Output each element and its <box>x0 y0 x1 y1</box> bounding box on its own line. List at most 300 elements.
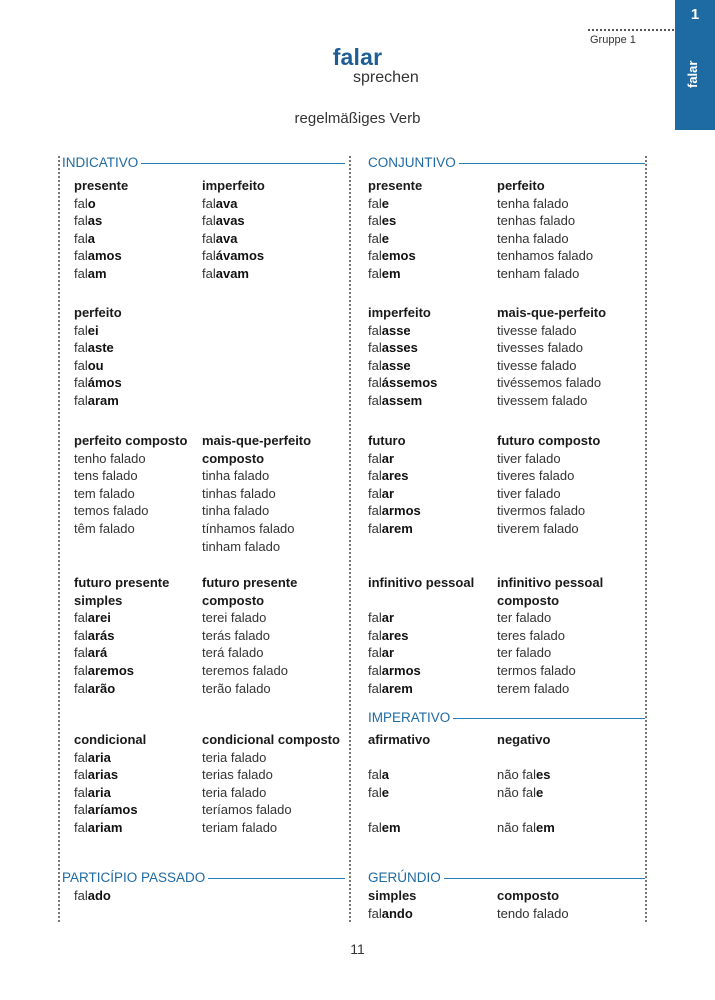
conjugation-form <box>202 680 297 698</box>
verb-stem: fal <box>74 749 88 765</box>
verb-heading <box>0 44 715 86</box>
verb-stem: tivesse falado <box>497 322 577 338</box>
verb-ending: o <box>87 195 96 211</box>
verb-stem: tivéssemos falado <box>497 375 602 391</box>
verb-stem: fal <box>74 195 88 211</box>
conjugation-form <box>74 265 128 283</box>
verb-stem: fal <box>368 357 382 373</box>
block-gerundio-simples <box>368 887 416 922</box>
verb-stem: teremos falado <box>202 662 288 678</box>
verb-ending: ava <box>215 230 238 246</box>
verb-ending: arias <box>87 767 119 783</box>
conjugation-form <box>74 520 187 538</box>
conjugation-form <box>497 680 603 698</box>
verb-ending: aria <box>87 749 111 765</box>
verb-stem: tem falado <box>74 485 135 501</box>
verb-ending: ar <box>381 610 395 626</box>
verb-stem: terão falado <box>202 680 271 696</box>
conjugation-form <box>497 339 606 357</box>
conjugation-form <box>368 905 416 923</box>
conjugation-form <box>497 230 593 248</box>
verb-stem: fal <box>202 230 216 246</box>
verb-stem: fal <box>74 248 88 264</box>
conjugation-form <box>202 247 265 265</box>
conjugation-form <box>368 322 437 340</box>
verb-stem: tens falado <box>74 468 138 484</box>
verb-stem: fal <box>368 680 382 696</box>
conjugation-form <box>368 592 474 610</box>
verb-ending: e <box>381 195 389 211</box>
verb-ending: ar <box>381 450 395 466</box>
verb-stem: fal <box>74 322 88 338</box>
tense-heading: imperfeito <box>368 305 431 320</box>
verb-ending: e <box>381 230 389 246</box>
tense-heading: perfeito <box>497 178 545 193</box>
block-infinitivo-pessoal <box>368 574 474 697</box>
conjugation-form <box>74 195 128 213</box>
verb-stem: fal <box>368 610 382 626</box>
verb-stem: fal <box>368 485 382 501</box>
verb-ending: e <box>381 784 389 800</box>
verb-stem: fal <box>368 230 382 246</box>
conjugation-form <box>368 374 437 392</box>
tense-heading: infinitivo pessoal <box>368 575 475 590</box>
verb-stem: fal <box>368 662 382 678</box>
conjugation-form <box>368 247 422 265</box>
verb-stem: tivessem falado <box>497 392 588 408</box>
verb-stem: não fal <box>497 784 537 800</box>
verb-ending: ariam <box>87 819 123 835</box>
verb-stem: fal <box>74 888 88 903</box>
conjugation-form <box>368 662 474 680</box>
verb-ending: ará <box>87 645 108 661</box>
chapter-tab <box>675 0 715 130</box>
tense-heading: condicional <box>74 732 147 747</box>
conjugation-form <box>497 357 606 375</box>
conjugation-form <box>497 247 593 265</box>
block-imperativo-negativo <box>497 731 555 837</box>
conjugation-form <box>497 374 606 392</box>
verb-stem: temos falado <box>74 503 149 519</box>
verb-stem: fal <box>74 802 88 818</box>
conjugation-form <box>368 766 430 784</box>
verb-stem: fal <box>202 213 216 229</box>
verb-ending: a <box>87 230 95 246</box>
verb-translation: sprechen <box>353 69 419 86</box>
conjugation-form <box>368 467 421 485</box>
verb-ending: arem <box>381 680 413 696</box>
verb-stem: tiver falado <box>497 450 561 466</box>
conjugation-form <box>74 247 128 265</box>
conjugation-form <box>368 265 422 283</box>
verb-ending: ávamos <box>215 248 265 264</box>
tab-verb: falar <box>685 60 700 88</box>
right-column-rule <box>645 156 647 922</box>
conjugation-form <box>497 609 603 627</box>
verb-ending: ássemos <box>381 375 438 391</box>
verb-ending: ava <box>215 195 238 211</box>
conjugation-form <box>497 819 555 837</box>
verb-ending: ado <box>87 888 111 903</box>
conjugation-form <box>368 502 421 520</box>
verb-ending: arei <box>87 610 111 626</box>
tense-heading: futuro <box>368 433 406 448</box>
block-participio <box>74 887 111 905</box>
verb-ending: aram <box>87 392 119 408</box>
block-conj-presente <box>368 177 422 283</box>
section-imperativo: IMPERATIVO <box>353 711 645 725</box>
verb-ending: as <box>87 213 103 229</box>
conjugation-form <box>74 784 146 802</box>
verb-stem: teríamos falado <box>202 802 292 818</box>
verb-stem: ter falado <box>497 610 552 626</box>
verb-stem: fal <box>368 905 382 921</box>
block-conj-imperfeito <box>368 304 437 410</box>
verb-stem: tenha falado <box>497 195 569 211</box>
verb-stem: fal <box>202 265 216 281</box>
conjugation-form <box>368 680 474 698</box>
conjugation-form <box>202 502 311 520</box>
verb-stem: fal <box>74 375 88 391</box>
verb-stem: fal <box>368 468 382 484</box>
conjugation-form <box>202 819 340 837</box>
verb-ending: am <box>87 265 107 281</box>
verb-stem: tiver falado <box>497 485 561 501</box>
conjugation-form <box>202 644 297 662</box>
conjugation-form <box>497 905 569 923</box>
verb-ending: ámos <box>87 375 122 391</box>
verb-ending: asses <box>381 340 418 356</box>
verb-stem: fal <box>368 248 382 264</box>
tense-heading: composto <box>202 592 265 608</box>
conjugation-form <box>368 801 430 819</box>
conjugation-form <box>74 819 146 837</box>
conjugation-form <box>74 609 169 627</box>
verb-stem: fal <box>368 340 382 356</box>
verb-stem: fal <box>74 230 88 246</box>
conjugation-form <box>497 467 600 485</box>
conjugation-form <box>202 801 340 819</box>
conjugation-form <box>202 195 265 213</box>
verb-stem: teres falado <box>497 627 565 643</box>
verb-stem: fal <box>74 357 88 373</box>
block-conj-mais-que-perfeito <box>497 304 606 410</box>
verb-stem: fal <box>74 645 88 661</box>
verb-stem: terei falado <box>202 610 267 626</box>
verb-ending: ar <box>381 645 395 661</box>
verb-stem: tivermos falado <box>497 503 586 519</box>
block-condicional <box>74 731 146 837</box>
conjugation-form <box>368 520 421 538</box>
tense-heading: presente <box>74 178 129 193</box>
tense-heading: perfeito composto <box>74 433 188 448</box>
conjugation-form <box>497 520 600 538</box>
tense-heading: presente <box>368 178 423 193</box>
verb-stem: fal <box>74 819 88 835</box>
verb-stem: fal <box>202 195 216 211</box>
verb-stem: tinha falado <box>202 503 270 519</box>
conjugation-form <box>497 392 606 410</box>
block-mais-que-perfeito-composto <box>202 432 311 555</box>
verb-ending: assem <box>381 392 423 408</box>
tense-heading: futuro composto <box>497 433 601 448</box>
block-imperfeito <box>202 177 265 283</box>
conjugation-form <box>368 357 437 375</box>
verb-stem: tivesses falado <box>497 340 583 356</box>
verb-stem: tenham falado <box>497 265 580 281</box>
conjugation-form <box>74 662 169 680</box>
tense-heading: afirmativo <box>368 732 431 747</box>
verb-ending: aremos <box>87 662 134 678</box>
block-condicional-composto <box>202 731 340 837</box>
conjugation-form <box>368 212 422 230</box>
verb-stem: não fal <box>497 819 537 835</box>
conjugation-form <box>202 749 340 767</box>
verb-infinitive: falar <box>332 44 383 70</box>
verb-ending: armos <box>381 662 421 678</box>
verb-stem: fal <box>74 213 88 229</box>
verb-stem: fal <box>74 392 88 408</box>
tense-heading: imperfeito <box>202 178 265 193</box>
conjugation-form <box>368 784 430 802</box>
verb-stem: fal <box>74 680 88 696</box>
conjugation-form <box>497 627 603 645</box>
block-infinitivo-pessoal-composto <box>497 574 603 697</box>
tense-heading: infinitivo pessoal <box>497 575 604 590</box>
conjugation-form <box>202 784 340 802</box>
verb-stem: tiverem falado <box>497 520 579 536</box>
verb-ending: emos <box>381 248 416 264</box>
verb-stem: fal <box>368 392 382 408</box>
conjugation-form <box>368 339 437 357</box>
conjugation-form <box>74 230 128 248</box>
conjugation-form <box>497 801 555 819</box>
verb-stem: fal <box>74 340 88 356</box>
verb-stem: tinhas falado <box>202 485 276 501</box>
verb-ending: em <box>381 819 401 835</box>
conjugation-form <box>74 502 187 520</box>
verb-ending: ares <box>381 627 409 643</box>
block-futuro-presente-simples <box>74 574 169 697</box>
tense-heading: negativo <box>497 732 551 747</box>
verb-stem: tendo falado <box>497 905 569 921</box>
verb-stem: fal <box>368 213 382 229</box>
verb-ending: amos <box>87 248 122 264</box>
verb-stem: fal <box>368 503 382 519</box>
verb-stem: fal <box>368 767 382 783</box>
verb-stem: terá falado <box>202 645 264 661</box>
tense-heading: composto <box>202 450 265 466</box>
conjugation-form <box>74 374 122 392</box>
conjugation-form <box>74 680 169 698</box>
tense-heading: futuro presente <box>74 575 170 590</box>
conjugation-form <box>202 766 340 784</box>
section-participio-passado: PARTICÍPIO PASSADO <box>60 871 345 885</box>
conjugation-form <box>74 627 169 645</box>
tense-heading: futuro presente <box>202 575 298 590</box>
verb-stem: fal <box>74 265 88 281</box>
verb-stem: têm falado <box>74 520 135 536</box>
block-futuro-presente-composto <box>202 574 297 697</box>
tense-heading: composto <box>497 888 560 903</box>
verb-ending: ou <box>87 357 104 373</box>
conjugation-form <box>497 485 600 503</box>
conjugation-form <box>368 627 474 645</box>
conjugation-form <box>368 195 422 213</box>
verb-stem: teriam falado <box>202 819 278 835</box>
conjugation-form <box>497 450 600 468</box>
section-gerundio: GERÚNDIO <box>353 871 645 885</box>
conjugation-form <box>74 212 128 230</box>
conjugation-form <box>497 195 593 213</box>
conjugation-form <box>202 609 297 627</box>
left-column-rule <box>58 156 60 922</box>
verb-stem: fal <box>368 645 382 661</box>
conjugation-form <box>74 450 187 468</box>
conjugation-form <box>368 644 474 662</box>
conjugation-form <box>497 749 555 767</box>
verb-ending: aríamos <box>87 802 138 818</box>
conjugation-form <box>74 467 187 485</box>
conjugation-form <box>497 644 603 662</box>
conjugation-form <box>368 819 430 837</box>
conjugation-form <box>368 609 474 627</box>
conjugation-form <box>74 644 169 662</box>
verb-stem: fal <box>74 627 88 643</box>
tense-heading: mais-que-perfeito <box>497 305 607 320</box>
conjugation-form <box>202 485 311 503</box>
verb-stem: terem falado <box>497 680 570 696</box>
verb-stem: tínhamos falado <box>202 520 295 536</box>
block-conj-futuro <box>368 432 421 538</box>
conjugation-form <box>202 467 311 485</box>
group-divider <box>588 29 674 31</box>
conjugation-form <box>368 230 422 248</box>
verb-ending: es <box>536 767 551 783</box>
verb-stem: termos falado <box>497 662 576 678</box>
verb-ending: es <box>381 213 397 229</box>
verb-stem: teria falado <box>202 784 267 800</box>
tense-heading: condicional composto <box>202 732 340 747</box>
conjugation-form <box>74 766 146 784</box>
verb-ending: em <box>381 265 401 281</box>
verb-stem: tenhamos falado <box>497 248 594 264</box>
section-conjuntivo: CONJUNTIVO <box>353 156 645 170</box>
conjugation-form <box>497 784 555 802</box>
verb-stem: tenhas falado <box>497 213 576 229</box>
verb-ending: em <box>536 819 555 835</box>
verb-stem: fal <box>202 248 216 264</box>
group-label: Gruppe 1 <box>590 34 636 46</box>
block-perfeito <box>74 304 122 410</box>
verb-stem: fal <box>368 627 382 643</box>
conjugation-form <box>497 662 603 680</box>
conjugation-form <box>497 502 600 520</box>
conjugation-form <box>202 230 265 248</box>
verb-ending: e <box>536 784 544 800</box>
verb-ending: ares <box>381 468 409 484</box>
verb-ending: ando <box>381 905 413 921</box>
tense-heading: simples <box>74 592 123 608</box>
verb-stem: fal <box>368 322 382 338</box>
conjugation-form <box>74 339 122 357</box>
verb-stem: terias falado <box>202 767 273 783</box>
verb-stem: não fal <box>497 767 537 783</box>
conjugation-form <box>202 520 311 538</box>
verb-stem: tenha falado <box>497 230 569 246</box>
verb-stem: fal <box>368 375 382 391</box>
middle-column-rule <box>349 156 351 922</box>
conjugation-form <box>202 212 265 230</box>
conjugation-form <box>74 357 122 375</box>
tense-heading: mais-que-perfeito <box>202 433 312 448</box>
verb-stem: fal <box>368 520 382 536</box>
conjugation-form <box>74 392 122 410</box>
verb-ending: aste <box>87 340 114 356</box>
verb-ending: ei <box>87 322 99 338</box>
verb-ending: aria <box>87 784 111 800</box>
tense-heading: composto <box>497 592 560 608</box>
verb-stem: tinham falado <box>202 538 281 554</box>
verb-stem: fal <box>368 784 382 800</box>
verb-stem: fal <box>74 610 88 626</box>
block-presente <box>74 177 128 283</box>
block-conj-perfeito <box>497 177 593 283</box>
verb-stem: fal <box>368 265 382 281</box>
section-indicativo: INDICATIVO <box>60 156 345 170</box>
verb-stem: fal <box>368 195 382 211</box>
conjugation-form <box>74 749 146 767</box>
conjugation-form <box>368 450 421 468</box>
verb-stem: tiveres falado <box>497 468 575 484</box>
verb-ending: ar <box>381 485 395 501</box>
conjugation-form <box>497 766 555 784</box>
conjugation-form <box>74 887 111 905</box>
verb-ending: armos <box>381 503 421 519</box>
verb-ending: arão <box>87 680 116 696</box>
verb-stem: ter falado <box>497 645 552 661</box>
page-number: 11 <box>350 941 365 957</box>
verb-stem: fal <box>74 767 88 783</box>
verb-ending: a <box>381 767 389 783</box>
conjugation-form <box>202 265 265 283</box>
block-gerundio-composto <box>497 887 569 922</box>
conjugation-form <box>497 322 606 340</box>
conjugation-form <box>202 662 297 680</box>
conjugation-form <box>497 212 593 230</box>
verb-stem: fal <box>368 450 382 466</box>
verb-stem: teria falado <box>202 749 267 765</box>
tense-heading: perfeito <box>74 305 122 320</box>
tense-heading: simples <box>368 888 417 903</box>
conjugation-form <box>202 627 297 645</box>
conjugation-form <box>74 322 122 340</box>
verb-stem: fal <box>74 784 88 800</box>
block-conj-futuro-composto <box>497 432 600 538</box>
verb-ending: avas <box>215 213 245 229</box>
verb-stem: terás falado <box>202 627 270 643</box>
conjugation-form <box>202 538 311 556</box>
verb-ending: avam <box>215 265 249 281</box>
verb-ending: asse <box>381 322 411 338</box>
tab-number: 1 <box>690 6 700 23</box>
verb-stem: tenho falado <box>74 450 146 466</box>
verb-ending: asse <box>381 357 411 373</box>
conjugation-form <box>74 801 146 819</box>
verb-ending: arem <box>381 520 413 536</box>
verb-stem: fal <box>74 662 88 678</box>
conjugation-form <box>497 265 593 283</box>
